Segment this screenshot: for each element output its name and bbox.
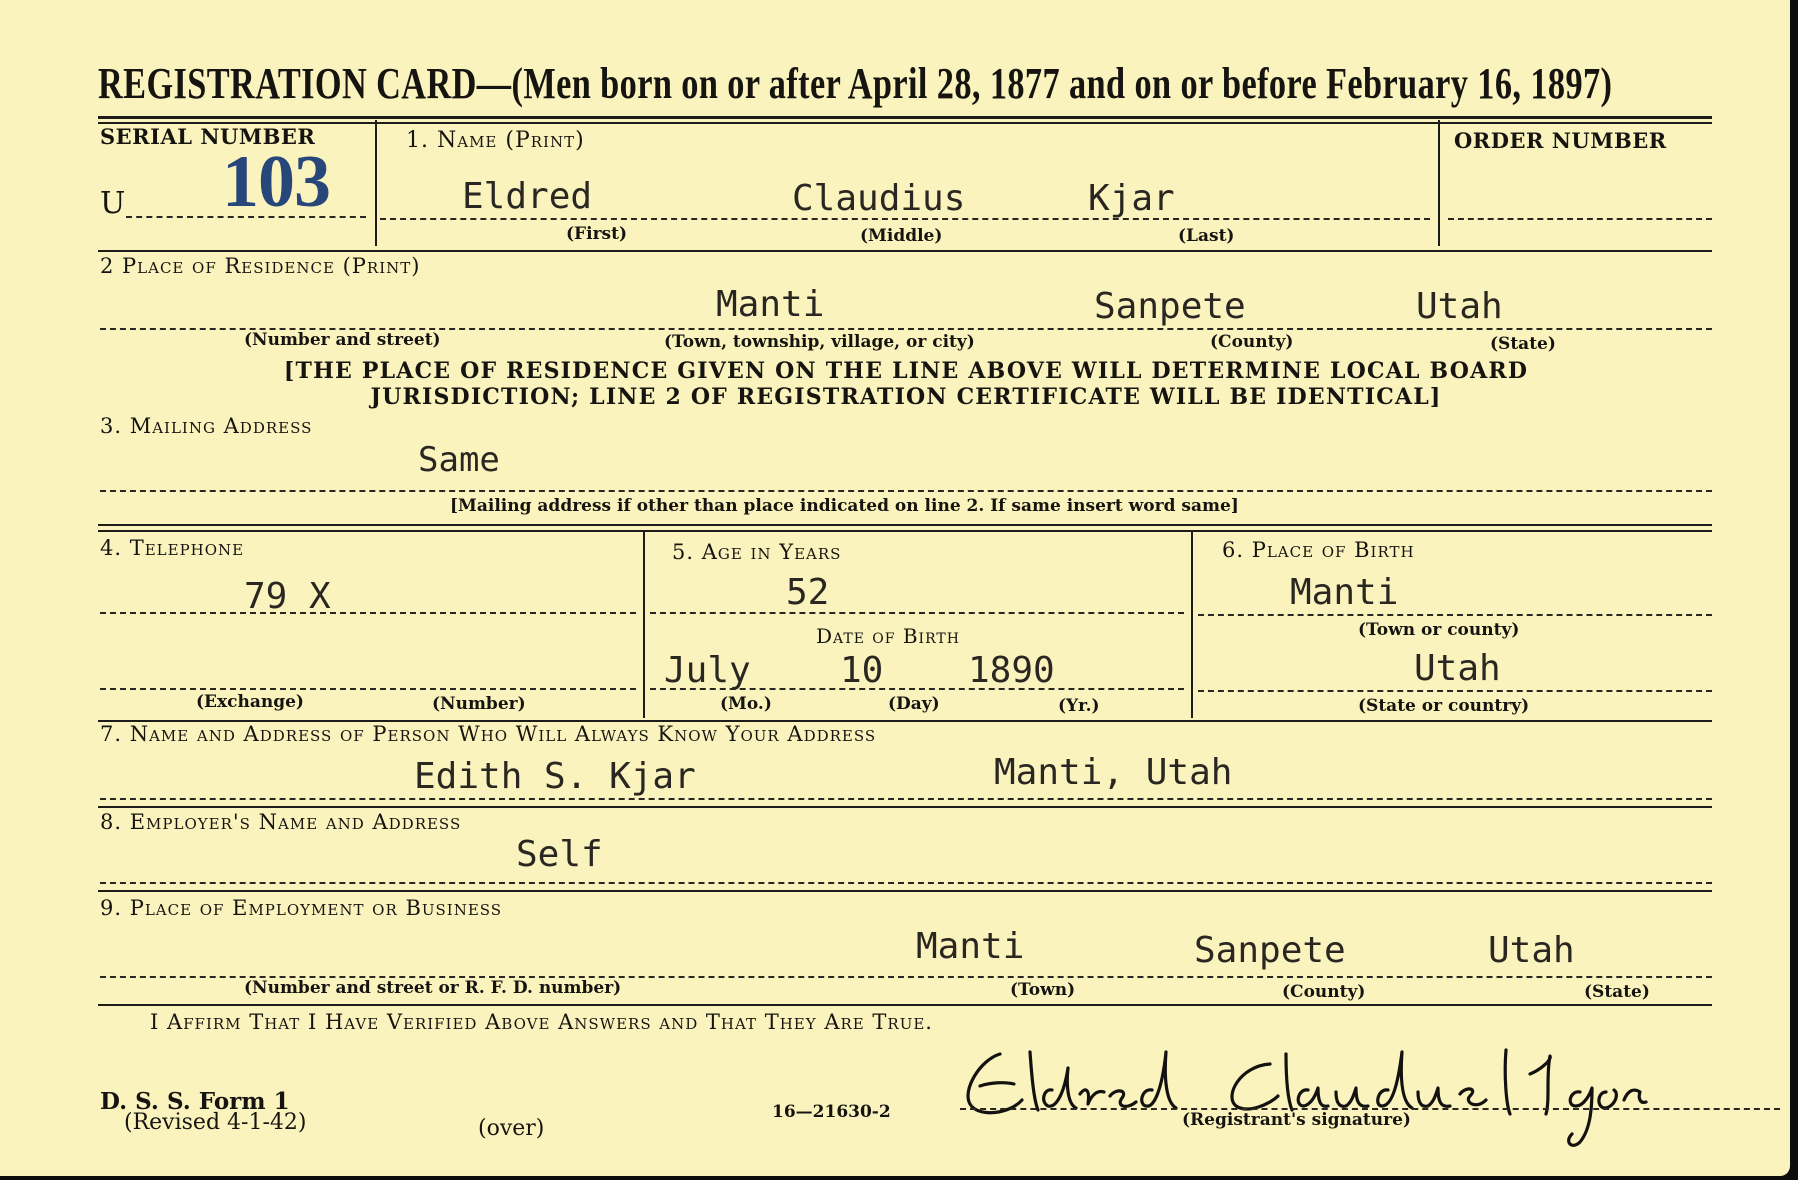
employer-label: 8. Employer's Name and Address: [100, 810, 462, 834]
dob-month: July: [664, 650, 751, 691]
name-first: Eldred: [462, 176, 593, 217]
contact-name: Edith S. Kjar: [414, 756, 696, 797]
employer-line: [100, 882, 1712, 884]
name-line: [380, 218, 1430, 220]
dob-year: 1890: [968, 650, 1055, 691]
residence-town-caption: (Town, township, village, or city): [664, 332, 975, 352]
form-id: D. S. S. Form 1: [100, 1088, 290, 1115]
registrant-signature: [940, 1030, 1790, 1150]
contact-address: Manti, Utah: [994, 752, 1233, 793]
birthplace-town: Manti: [1290, 572, 1399, 613]
serial-number: 103: [222, 141, 330, 223]
telephone-number-caption: (Number): [432, 694, 526, 714]
birthplace-line: [1198, 614, 1712, 616]
dob-yr-caption: (Yr.): [1058, 696, 1100, 716]
birthplace-line-2: [1198, 690, 1712, 692]
telephone-value: 79 X: [244, 576, 331, 617]
order-divider: [1438, 120, 1440, 246]
name-last: Kjar: [1088, 178, 1175, 219]
employment-state-caption: (State): [1584, 982, 1650, 1002]
birthplace-state: Utah: [1414, 648, 1501, 689]
name-middle: Claudius: [792, 178, 966, 219]
telephone-exchange-caption: (Exchange): [196, 692, 304, 712]
tel-age-divider: [643, 532, 645, 718]
employment-town-caption: (Town): [1010, 980, 1076, 1000]
birthplace-town-caption: (Town or county): [1358, 620, 1520, 640]
age-line: [650, 612, 1184, 614]
telephone-line-2: [100, 688, 636, 690]
residence-street-caption: (Number and street): [244, 330, 441, 350]
employment-street-caption: (Number and street or R. F. D. number): [244, 978, 622, 998]
telephone-label: 4. Telephone: [100, 536, 245, 560]
order-line: [1448, 218, 1712, 220]
card-title: REGISTRATION CARD—(Men born on or after April 28, 1877 and on or before February 16, 1897): [98, 59, 1613, 108]
mailing-label: 3. Mailing Address: [100, 414, 313, 438]
name-label: 1. Name (Print): [406, 128, 585, 153]
residence-county-caption: (County): [1210, 332, 1294, 352]
contact-label: 7. Name and Address of Person Who Will Always Know Your Address: [100, 722, 877, 746]
name-last-caption: (Last): [1178, 226, 1235, 246]
affirm-statement: I Affirm That I Have Verified Above Answers and That They Are True.: [150, 1010, 933, 1034]
serial-line: [126, 216, 366, 218]
dob-mo-caption: (Mo.): [720, 694, 772, 714]
dob-day-caption: (Day): [888, 694, 940, 714]
rule-top-2: [98, 122, 1712, 124]
dob-label: Date of Birth: [816, 624, 960, 648]
employment-state: Utah: [1488, 930, 1575, 971]
employer-value: Self: [516, 834, 603, 875]
employment-county: Sanpete: [1194, 930, 1346, 971]
name-first-caption: (First): [566, 224, 627, 244]
residence-state-caption: (State): [1490, 334, 1556, 354]
rule-3: [98, 524, 1712, 526]
mailing-line: [100, 490, 1712, 492]
serial-label: SERIAL NUMBER: [100, 124, 316, 149]
employment-town: Manti: [916, 926, 1025, 967]
residence-notice-1: [THE PLACE OF RESIDENCE GIVEN ON THE LINE ABOVE WILL DETERMINE LOCAL BOARD: [283, 358, 1529, 384]
mailing-value: Same: [418, 440, 500, 480]
birthplace-label: 6. Place of Birth: [1222, 538, 1415, 562]
residence-state: Utah: [1416, 286, 1503, 327]
form-revised: (Revised 4-1-42): [124, 1110, 307, 1135]
order-label: ORDER NUMBER: [1454, 128, 1667, 153]
rule-7: [98, 1004, 1712, 1006]
telephone-line: [100, 612, 636, 614]
serial-prefix: U: [100, 186, 126, 221]
birthplace-state-caption: (State or country): [1358, 696, 1530, 716]
rule-2: [98, 250, 1712, 252]
mailing-caption: [Mailing address if other than place indicated on line 2. If same insert word same]: [450, 496, 1239, 516]
rule-3b: [98, 530, 1712, 532]
residence-notice-2: JURISDICTION; LINE 2 OF REGISTRATION CERTIFICATE WILL BE IDENTICAL]: [370, 384, 1442, 410]
dob-day: 10: [840, 650, 884, 691]
dob-line: [650, 688, 1184, 690]
age-label: 5. Age in Years: [672, 540, 842, 564]
contact-line: [100, 798, 1712, 800]
rule-5: [98, 806, 1712, 808]
residence-county: Sanpete: [1094, 286, 1246, 327]
print-code: 16—21630-2: [772, 1102, 891, 1122]
rule-6: [98, 890, 1712, 892]
residence-town: Manti: [716, 284, 825, 325]
employment-label: 9. Place of Employment or Business: [100, 896, 503, 920]
signature-caption: (Registrant's signature): [1182, 1110, 1411, 1130]
over-note: (over): [478, 1116, 545, 1141]
residence-label: 2 Place of Residence (Print): [100, 254, 421, 278]
serial-divider: [375, 120, 377, 246]
rule-top: [98, 116, 1712, 119]
employment-county-caption: (County): [1282, 982, 1366, 1002]
age-value: 52: [786, 572, 830, 613]
age-birth-divider: [1191, 532, 1193, 718]
name-middle-caption: (Middle): [860, 226, 943, 246]
